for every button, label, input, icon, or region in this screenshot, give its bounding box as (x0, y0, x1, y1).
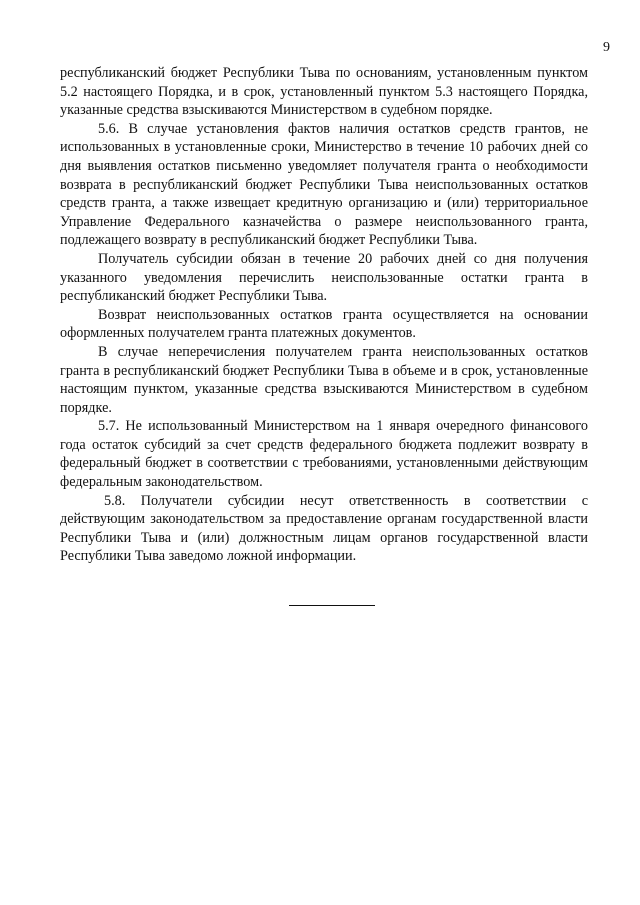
end-of-document-rule (289, 605, 375, 606)
document-body (60, 64, 588, 566)
paragraph-5-6: 5.6. В случае установления фактов наличия остатков средств грантов, не использованных в установленные сроки, Министерство в течение 10 рабочих дней со дня выявления остатков письменно уведомляет получателя гранта о необходимости возврата в республиканский бюджет Республики Тыва неиспользованных остатков средств гранта, а также извещает кредитную организацию и (или) территориальное Управление Федерального казначейства о размере неиспользованного гранта, подлежащего возврату в республиканский бюджет Республики Тыва. (60, 120, 588, 249)
page-number: 9 (603, 40, 610, 55)
paragraph-return-basis: Возврат неиспользованных остатков гранта осуществляется на основании оформленных получателем гранта платежных документов. (60, 306, 588, 342)
paragraph-continuation: республиканский бюджет Республики Тыва по основаниям, установленным пунктом 5.2 настоящего Порядка, и в срок, установленный пунктом 5.3 настоящего Порядка, указанные средства взыскиваются Министерством в судебном порядке. (60, 65, 588, 119)
paragraph-5-7: 5.7. Не использованный Министерством на 1 января очередного финансового года остаток субсидий за счет средств федерального бюджета подлежит возврату в федеральный бюджет в соответствии с требованиями, установленными действующим федеральным законодательством. (60, 418, 588, 491)
paragraph-recipient-obligation: Получатель субсидии обязан в течение 20 рабочих дней со дня получения указанного уведомления перечислить неиспользованные остатки гранта в республиканский бюджет Республики Тыва. (60, 250, 588, 305)
paragraph-5-8: 5.8. Получатели субсидии несут ответственность в соответствии с действующим законодательством за предоставление органам государственной власти Республики Тыва и (или) должностным лицам органов государственной власти Республики Тыва заведомо ложной информации. (60, 492, 588, 565)
paragraph-non-transfer: В случае неперечисления получателем гранта неиспользованных остатков гранта в республиканский бюджет Республики Тыва в объеме и в срок, установленные настоящим пунктом, указанные средства взыскиваются Министерством в судебном порядке. (60, 343, 588, 416)
